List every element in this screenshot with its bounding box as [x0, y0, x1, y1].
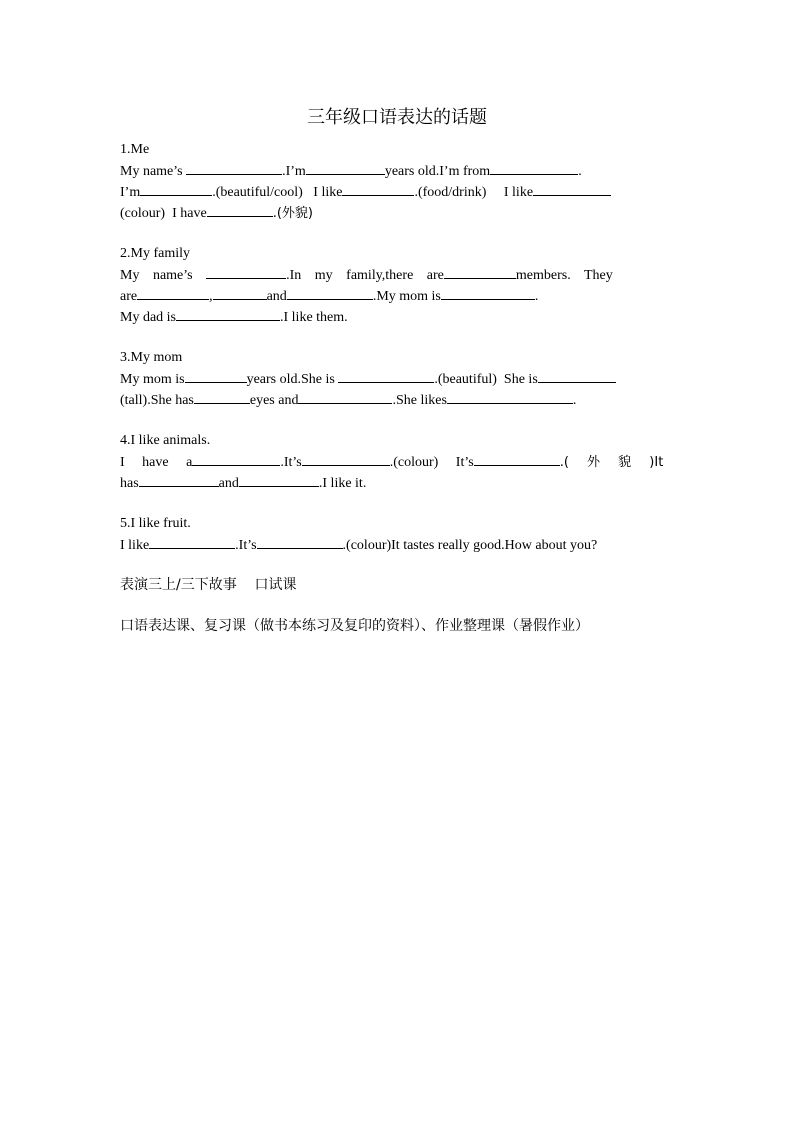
text-segment: .It’s [280, 455, 302, 470]
text-segment: , [209, 289, 213, 304]
sentence-line [120, 472, 674, 493]
fill-blank[interactable] [538, 368, 616, 383]
text-segment: eyes and [249, 393, 299, 408]
lesson-note: 表演三上/三下故事 口试课 [120, 577, 297, 593]
fill-blank[interactable] [298, 389, 392, 404]
fill-blank[interactable] [441, 285, 535, 300]
text-segment: are [120, 289, 138, 304]
fill-blank[interactable] [194, 389, 250, 404]
sentence-line [120, 264, 674, 285]
fill-blank[interactable] [149, 534, 235, 549]
section-heading: 2.My family [120, 246, 190, 261]
section-heading: 4.I like animals. [120, 433, 211, 448]
section-fruit [120, 513, 674, 555]
text-segment: .(colour)It tastes really good.How about you? [342, 538, 598, 553]
text-segment: (colour) I have [120, 206, 207, 221]
text-segment: . [534, 289, 539, 304]
fill-blank[interactable] [185, 368, 247, 383]
fill-blank[interactable] [306, 160, 385, 175]
fill-blank[interactable] [239, 472, 319, 487]
text-segment: .( 外 貌 )It [559, 455, 664, 470]
sentence-line [120, 368, 674, 389]
sentence-line [120, 306, 674, 327]
fill-blank[interactable] [257, 534, 343, 549]
fill-blank[interactable] [206, 264, 286, 279]
section-animals [120, 430, 674, 493]
text-segment: I have a [120, 455, 193, 470]
fill-blank[interactable] [213, 285, 267, 300]
sentence-line [120, 389, 674, 410]
fill-blank[interactable] [447, 389, 573, 404]
text-segment: and [218, 476, 239, 491]
text-segment: . [578, 164, 582, 179]
sentence-line [120, 160, 674, 181]
text-segment: .(beautiful) She is [434, 372, 538, 387]
section-me [120, 139, 674, 223]
fill-blank[interactable] [444, 264, 516, 279]
text-segment: I like [120, 538, 150, 553]
sentence-line [120, 534, 674, 555]
text-segment: years old.She is [246, 372, 339, 387]
fill-blank[interactable] [137, 285, 209, 300]
fill-blank[interactable] [490, 160, 578, 175]
text-segment: .(food/drink) I like [414, 185, 534, 200]
fill-blank[interactable] [474, 451, 560, 466]
text-segment: (tall).She has [120, 393, 194, 408]
section-heading: 1.Me [120, 142, 150, 157]
lesson-types-note: 口语表达课、复习课（做书本练习及复印的资料）、作业整理课（暑假作业） [120, 618, 589, 634]
text-segment: .(外貌) [272, 206, 313, 221]
fill-blank[interactable] [207, 202, 273, 217]
section-heading: 3.My mom [120, 350, 183, 365]
section-heading: 5.I like fruit. [120, 516, 191, 531]
text-segment: has [120, 476, 139, 491]
page-title: 三年级口语表达的话题 [307, 107, 487, 127]
text-segment: .I’m [282, 164, 306, 179]
text-segment: .I like them. [280, 310, 348, 325]
text-segment: .She likes [392, 393, 447, 408]
text-segment: My name’s [120, 268, 207, 283]
section-mom [120, 347, 674, 410]
fill-blank[interactable] [186, 160, 282, 175]
text-segment: years old.I’m from [384, 164, 491, 179]
fill-blank[interactable] [176, 306, 280, 321]
fill-blank[interactable] [302, 451, 390, 466]
text-segment: .My mom is [372, 289, 441, 304]
text-segment: members. They [515, 268, 613, 283]
fill-blank[interactable] [192, 451, 280, 466]
text-segment: . [572, 393, 577, 408]
sentence-line [120, 202, 674, 223]
text-segment: My mom is [120, 372, 185, 387]
fill-blank[interactable] [140, 181, 212, 196]
text-segment: My dad is [120, 310, 176, 325]
fill-blank[interactable] [287, 285, 373, 300]
text-segment: .It’s [235, 538, 257, 553]
fill-blank[interactable] [342, 181, 414, 196]
fill-blank[interactable] [338, 368, 434, 383]
sentence-line [120, 285, 674, 306]
text-segment: .In my family,there are [286, 268, 444, 283]
sentence-line [120, 451, 674, 472]
text-segment: I’m [120, 185, 141, 200]
text-segment: .(colour) It’s [389, 455, 474, 470]
text-segment: .(beautiful/cool) I like [212, 185, 343, 200]
sentence-line [120, 181, 674, 202]
section-family [120, 243, 674, 327]
text-segment: and [266, 289, 287, 304]
text-segment: My name’s [120, 164, 187, 179]
fill-blank[interactable] [533, 181, 611, 196]
text-segment: .I like it. [318, 476, 367, 491]
fill-blank[interactable] [139, 472, 219, 487]
